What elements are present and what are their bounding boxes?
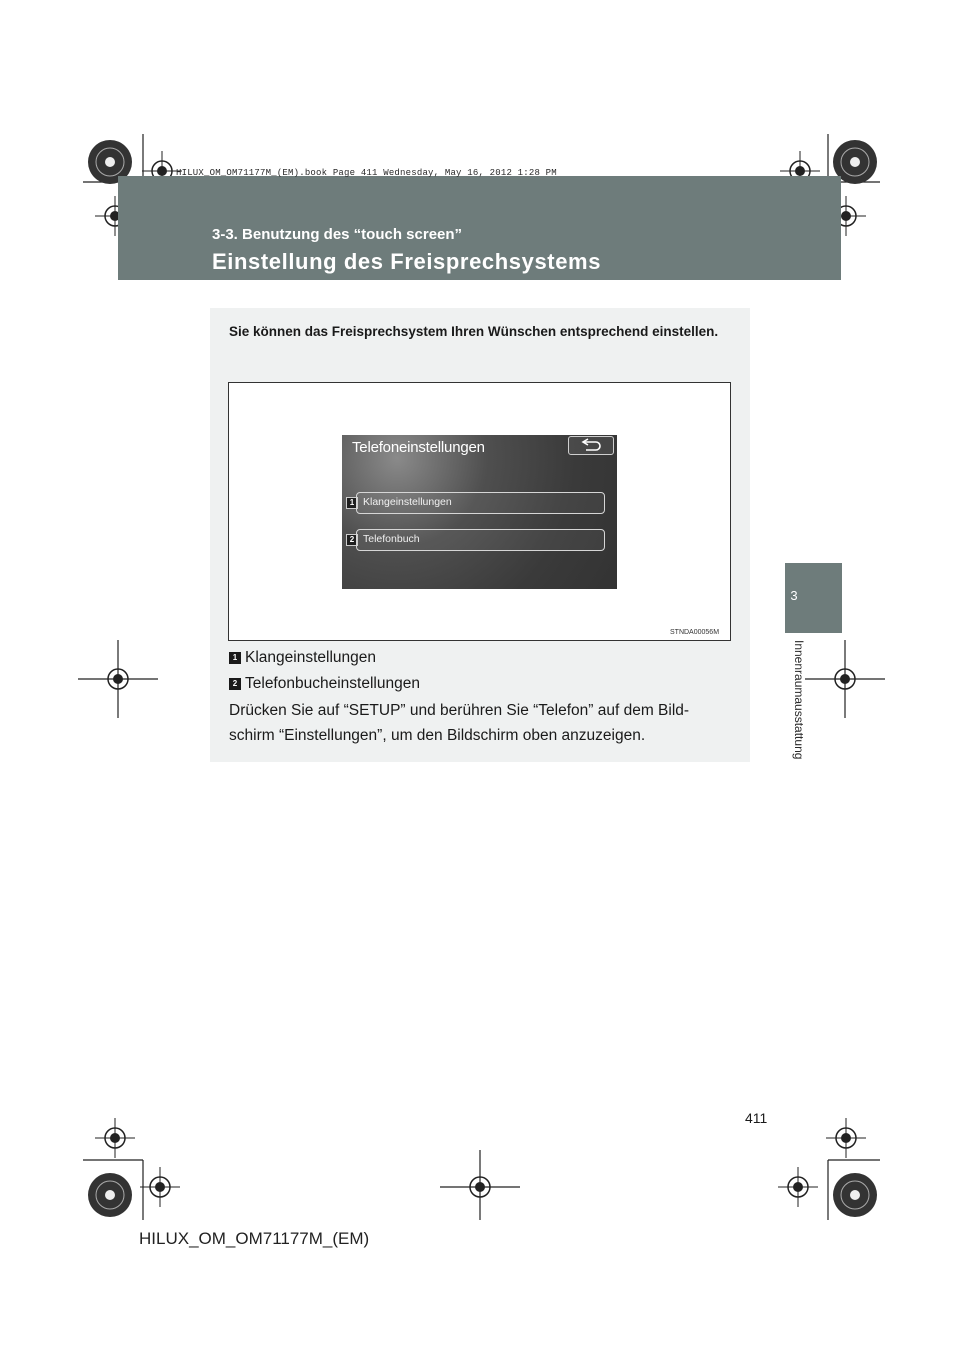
figure-code: STNDA00056M bbox=[670, 629, 720, 636]
registration-sunburst-icon bbox=[83, 1168, 137, 1222]
callout-badge: 2 bbox=[346, 534, 358, 546]
page-number: 411 bbox=[745, 1110, 768, 1126]
page-title: Einstellung des Freisprechsystems bbox=[212, 249, 602, 274]
crosshair-mark-icon bbox=[98, 659, 138, 699]
chapter-name: Innenraumausstattung bbox=[792, 640, 806, 760]
screen-title: Telefoneinstellungen bbox=[352, 439, 485, 456]
crosshair-mark-icon bbox=[825, 659, 865, 699]
phonebook-button: Telefonbuch bbox=[356, 529, 605, 551]
list-item-phonebook-settings: Telefonbucheinstellungen bbox=[245, 675, 420, 692]
return-arrow-icon bbox=[569, 437, 612, 453]
back-button bbox=[568, 436, 614, 455]
intro-text: Sie können das Freisprechsystem Ihren Wünschen entsprechend einstellen. bbox=[229, 324, 719, 339]
list-badge: 2 bbox=[229, 678, 241, 690]
crosshair-mark-icon bbox=[778, 1167, 818, 1207]
list-badge: 1 bbox=[229, 652, 241, 664]
registration-sunburst-icon bbox=[828, 1168, 882, 1222]
crosshair-mark-icon bbox=[460, 1167, 500, 1207]
crosshair-mark-icon bbox=[95, 1118, 135, 1158]
list-item-sound-settings: Klangeinstellungen bbox=[245, 649, 376, 666]
document-code: HILUX_OM_OM71177M_(EM) bbox=[139, 1229, 370, 1248]
chapter-number: 3 bbox=[790, 588, 798, 603]
book-info-line: HILUX_OM_OM71177M_(EM).book Page 411 Wednesday, May 16, 2012 1:28 PM bbox=[176, 168, 557, 178]
crosshair-mark-icon bbox=[826, 1118, 866, 1158]
callout-badge: 1 bbox=[346, 497, 358, 509]
crosshair-mark-icon bbox=[140, 1167, 180, 1207]
sound-settings-button: Klangeinstellungen bbox=[356, 492, 605, 514]
instruction-text: Drücken Sie auf “SETUP” und berühren Sie “Telefon” auf dem Bild-schirm “Einstellungen”, um den Bildschirm oben anzuzeigen. bbox=[229, 702, 690, 744]
section-label: 3-3. Benutzung des “touch screen” bbox=[212, 226, 463, 243]
